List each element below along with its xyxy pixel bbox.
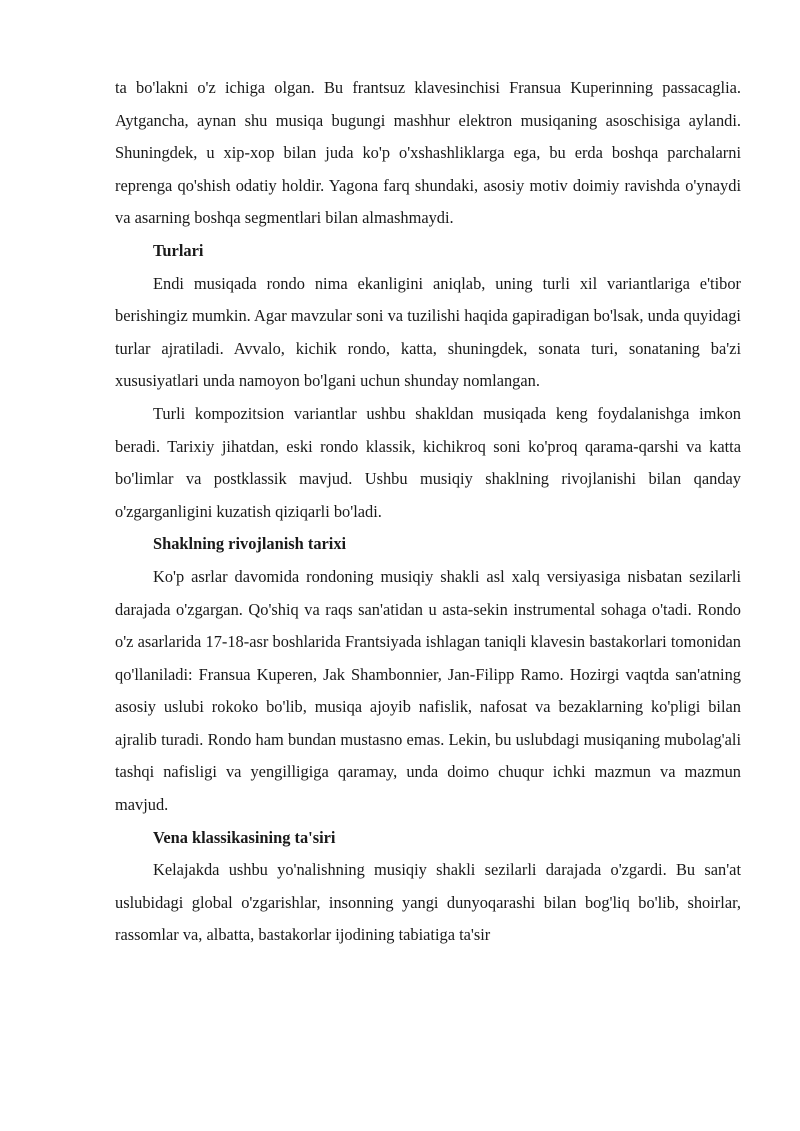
paragraph-types-2: Turli kompozitsion variantlar ushbu shakldan musiqada keng foydalanishga imkon beradi. Tarixiy jihatdan, eski rondo klassik, kichikroq soni ko'proq qarama-qarshi va katta bo'limlar va postklassik mavjud. Ushbu musiqiy shaklning rivojlanishi bilan qanday o'zgarganligini kuzatish qiziqarli bo'ladi. [115,403,741,521]
paragraph-history: Ko'p asrlar davomida rondoning musiqiy shakli asl xalq versiyasiga nisbatan sezilarli darajada o'zgargan. Qo'shiq va raqs san'atidan u asta-sekin instrumental sohaga o'tadi. Rondo o'z asarlarida 17-18-asr boshlarida Frantsiyada ishlagan taniqli klavesin bastakorlari tomonidan qo'llaniladi: Fransua Kuperen, Jak Shambonnier, Jan-Filipp Ramo. Hozirgi vaqtda san'atning asosiy uslubi rokoko bo'lib, musiqa ajoyib nafislik, nafosat va bezaklarning ko'pligi bilan ajralib turadi. Rondo ham bundan mustasno emas. Lekin, bu uslubdagi musiqaning mubolag'ali tashqi nafisligi va yengilligiga qaramay, unda doimo chuqur ichki mazmun va mazmun mavjud. [115,566,741,815]
heading-history: Shaklning rivojlanish tarixi [153,534,347,554]
document-page [115,72,741,952]
heading-turlari: Turlari [153,240,204,260]
paragraph-types-1: Endi musiqada rondo nima ekanligini aniqlab, uning turli xil variantlariga e'tibor berishingiz mumkin. Agar mavzular soni va tuzilishi haqida gapiradigan bo'lsak, unda quyidagi turlar ajratiladi. Avvalo, kichik rondo, katta, shuningdek, sonata turi, sonataning ba'zi xususiyatlari unda namoyon bo'lgani uchun shunday nomlangan. [115,273,741,391]
paragraph-intro-continuation: ta bo'lakni o'z ichiga olgan. Bu frantsuz klavesinchisi Fransua Kuperinning passacaglia. Aytgancha, aynan shu musiqa bugungi mashhur elektron musiqaning asoschisiga aylandi. Shuningdek, u xip-xop bilan juda ko'p o'xshashliklarga ega, bu erda boshqa parchalarni reprenga qo'shish odatiy holdir. Yagona farq shundaki, asosiy motiv doimiy ravishda o'ynaydi va asarning boshqa segmentlari bilan almashmaydi. [115,78,741,228]
heading-vienna-classics: Vena klassikasining ta'siri [153,827,336,847]
paragraph-vienna: Kelajakda ushbu yo'nalishning musiqiy shakli sezilarli darajada o'zgardi. Bu san'at uslubidagi global o'zgarishlar, insonning yangi dunyoqarashi bilan bog'liq bo'lib, shoirlar, rassomlar va, albatta, bastakorlar ijodining tabiatiga ta'sir [115,860,741,945]
